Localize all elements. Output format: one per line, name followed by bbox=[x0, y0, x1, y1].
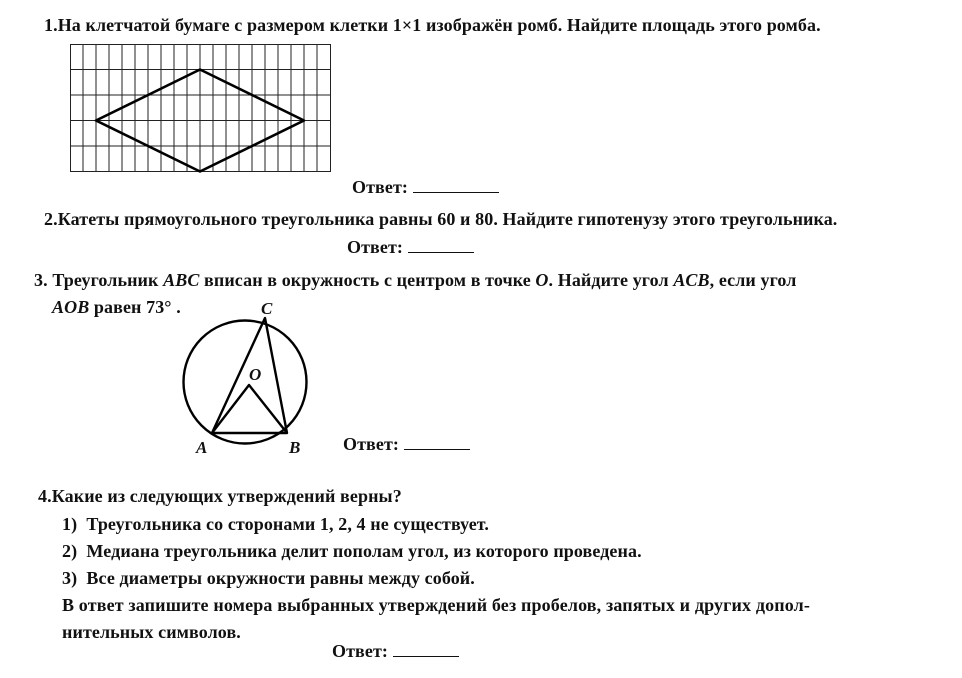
task3-answer-blank[interactable] bbox=[404, 435, 470, 450]
task3-text-e: равен 73° . bbox=[89, 297, 181, 317]
task4-option-1-text: Треугольника со сторонами 1, 2, 4 не существует. bbox=[86, 514, 489, 534]
point-label-a: A bbox=[196, 438, 208, 457]
task3-acb: ACB bbox=[673, 270, 710, 290]
task4-instruction-line2: нительных символов. bbox=[62, 622, 241, 642]
task2-answer-blank[interactable] bbox=[408, 238, 474, 253]
grid-lines bbox=[70, 44, 331, 172]
task3-abc: ABC bbox=[163, 270, 200, 290]
point-label-b: B bbox=[289, 438, 301, 457]
task1-answer-label: Ответ: bbox=[352, 177, 408, 197]
task4-answer-label: Ответ: bbox=[332, 641, 388, 661]
task4-instruction-line1: В ответ запишите номера выбранных утверждений без пробелов, запятых и других допол- bbox=[62, 595, 811, 615]
circumscribed-circle bbox=[184, 321, 307, 444]
task4-answer bbox=[332, 641, 459, 661]
task1-answer bbox=[352, 177, 499, 197]
task4-option-2-text: Медиана треугольника делит пополам угол, из которого проведена. bbox=[86, 541, 642, 561]
task4-option-2-num: 2) bbox=[62, 541, 78, 561]
task2-answer bbox=[347, 237, 474, 257]
task4-question bbox=[38, 486, 402, 506]
task3-answer bbox=[343, 434, 470, 454]
point-label-o: O bbox=[249, 365, 262, 384]
task3-aob: AOB bbox=[52, 297, 90, 317]
task1-question: На клетчатой бумаге с размером клетки 1×1 изображён ромб. Найдите площадь этого ромба. bbox=[57, 15, 821, 35]
task4-option-3 bbox=[62, 568, 475, 588]
task4-answer-blank[interactable] bbox=[393, 642, 459, 657]
task4-question-text: Какие из следующих утверждений верны? bbox=[51, 486, 402, 506]
task3-answer-label: Ответ: bbox=[343, 434, 399, 454]
task1-number: 1. bbox=[44, 15, 58, 35]
task4-option-3-text: Все диаметры окружности равны между собой. bbox=[86, 568, 475, 588]
task2-answer-label: Ответ: bbox=[347, 237, 403, 257]
task2-question: Катеты прямоугольного треугольника равны 60 и 80. Найдите гипотенузу этого треугольника. bbox=[57, 209, 838, 229]
rhombus-grid-figure bbox=[70, 44, 332, 174]
task4-option-1-num: 1) bbox=[62, 514, 78, 534]
task3-text-b: вписан в окружность с центром в точке bbox=[199, 270, 536, 290]
task3-line1 bbox=[34, 270, 797, 290]
task2-text bbox=[44, 209, 837, 229]
circle-triangle-figure bbox=[180, 318, 310, 448]
task4-option-3-num: 3) bbox=[62, 568, 78, 588]
task2-number: 2. bbox=[44, 209, 58, 229]
task1-text bbox=[44, 15, 821, 35]
task4-option-2 bbox=[62, 541, 642, 561]
task3-text-a: Треугольник bbox=[52, 270, 164, 290]
point-label-c: C bbox=[261, 299, 273, 318]
task3-number: 3. bbox=[34, 270, 48, 290]
task3-text-d: , если угол bbox=[709, 270, 797, 290]
task1-answer-blank[interactable] bbox=[413, 178, 499, 193]
task4-number: 4. bbox=[38, 486, 52, 506]
task3-line2 bbox=[52, 297, 181, 317]
task3-o: O bbox=[535, 270, 549, 290]
task4-option-1 bbox=[62, 514, 489, 534]
task3-text-c: . Найдите угол bbox=[548, 270, 674, 290]
